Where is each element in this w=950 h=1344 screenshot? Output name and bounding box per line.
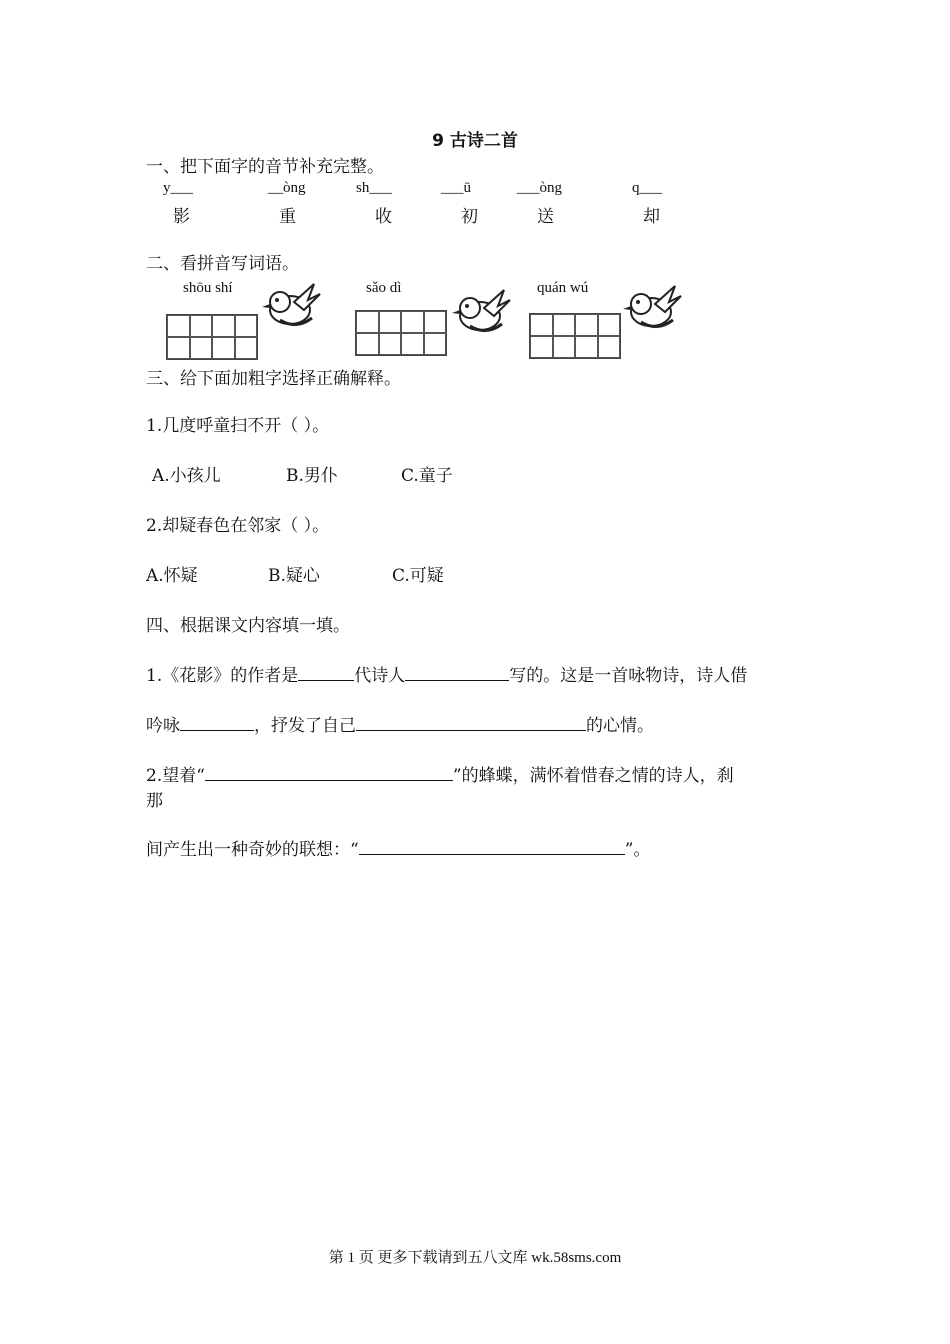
section2-heading: 二、看拼音写词语。 [146, 254, 299, 274]
pinyin-item-5: ___òng [517, 180, 562, 196]
section4-heading: 四、根据课文内容填一填。 [146, 616, 350, 636]
question-4-2-text-b: ”的蜂蝶，满怀着惜春之情的诗人，刹 [452, 766, 734, 786]
question-4-1-text-d: 吟咏 [146, 716, 180, 736]
question-4-1-line1 [146, 661, 747, 686]
bird-icon [256, 280, 322, 334]
pinyin-item-6: q___ [632, 180, 662, 196]
char-item-6: 却 [643, 207, 660, 227]
question-4-2-text-a: 2.望着“ [146, 766, 205, 786]
question-4-1-text-a: 1.《花影》的作者是 [146, 666, 299, 686]
option-3-1-b: B.男仆 [286, 466, 338, 486]
char-item-5: 送 [537, 207, 554, 227]
word-pinyin-3: quán wú [537, 280, 589, 296]
question-4-1-line2 [146, 711, 654, 736]
bird-icon [446, 286, 512, 340]
option-3-2-a: A.怀疑 [146, 566, 198, 586]
question-4-2-text-c: 那 [146, 791, 163, 811]
page-footer: 第 1 页 更多下载请到五八文库 wk.58sms.com [328, 1250, 622, 1266]
pinyin-item-3: sh___ [356, 180, 392, 196]
word-pinyin-2: sǎo dì [366, 280, 402, 296]
option-3-1-a: A.小孩儿 [152, 466, 221, 486]
option-3-2-c: C.可疑 [392, 566, 444, 586]
blank-poet[interactable] [405, 666, 509, 681]
section3-heading: 三、给下面加粗字选择正确解释。 [146, 369, 401, 389]
option-3-2-b: B.疑心 [268, 566, 320, 586]
question-4-2-text-d: 间产生出一种奇妙的联想：“ [146, 840, 359, 860]
writing-grid-3[interactable] [529, 313, 621, 359]
question-3-2: 2.却疑春色在邻家（ ）。 [146, 516, 330, 536]
writing-grid-2[interactable] [355, 310, 447, 356]
question-4-1-text-c: 写的。这是一首咏物诗，诗人借 [509, 666, 748, 686]
pinyin-item-4: ___ū [441, 180, 471, 196]
question-4-1-text-b: 代诗人 [354, 666, 406, 686]
char-item-4: 初 [461, 207, 478, 227]
char-item-1: 影 [173, 207, 190, 227]
char-item-2: 重 [279, 207, 296, 227]
page-title: 9 古诗二首 [432, 131, 518, 151]
blank-feeling[interactable] [356, 716, 586, 731]
section1-heading: 一、把下面字的音节补充完整。 [146, 157, 384, 177]
question-4-1-text-f: 的心情。 [586, 716, 654, 736]
blank-verse-2[interactable] [359, 840, 625, 855]
blank-subject[interactable] [180, 716, 254, 731]
question-4-2-line2 [146, 835, 650, 860]
blank-verse-1[interactable] [205, 766, 453, 781]
blank-dynasty[interactable] [298, 666, 354, 681]
option-3-1-c: C.童子 [401, 466, 453, 486]
writing-grid-1[interactable] [166, 314, 258, 360]
pinyin-item-1: y___ [163, 180, 193, 196]
bird-icon [617, 282, 683, 336]
question-3-1: 1.几度呼童扫不开（ ）。 [146, 416, 330, 436]
char-item-3: 收 [375, 207, 392, 227]
question-4-2-line1 [146, 761, 734, 786]
pinyin-item-2: __òng [268, 180, 306, 196]
word-pinyin-1: shōu shí [183, 280, 233, 296]
question-4-2-text-e: ”。 [624, 840, 651, 860]
question-4-1-text-e: ，抒发了自己 [254, 716, 356, 736]
